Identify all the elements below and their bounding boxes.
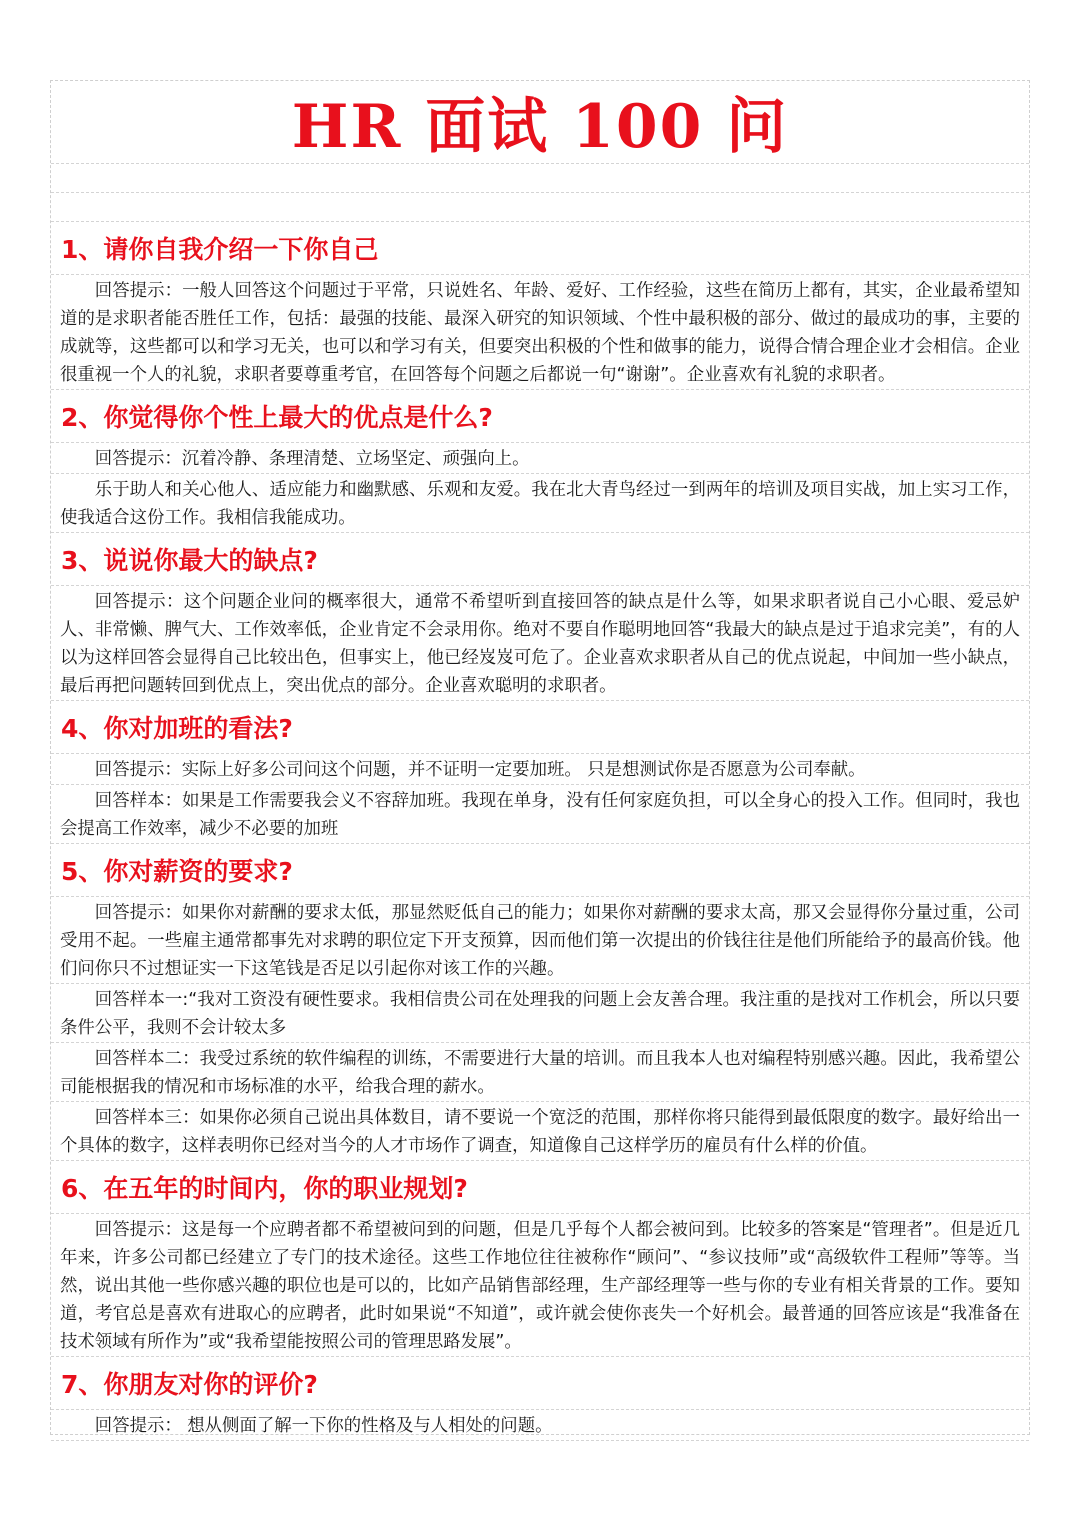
question-heading: 5、你对薪资的要求? xyxy=(51,844,1029,897)
question-heading: 3、说说你最大的缺点? xyxy=(51,533,1029,586)
answer-paragraph: 回答提示：这是每一个应聘者都不希望被问到的问题，但是几乎每个人都会被问到。比较多的答案是“管理者”。但是近几年来，许多公司都已经建立了专门的技术途径。这些工作地位往往被称作“顾问”、“参议技师”或“高级软件工程师”等等。当然，说出其他一些你感兴趣的职位也是可以的，比如产品销售部经理，生产部经理等一些与你的专业有相关背景的工作。要知道，考官总是喜欢有进取心的应聘者，此时如果说“不知道”，或许就会使你丧失一个好机会。最普通的回答应该是“我准备在技术领域有所作为”或“我希望能按照公司的管理思路发展”。 xyxy=(51,1214,1029,1357)
title-row xyxy=(51,81,1029,164)
answer-paragraph: 回答样本三：如果你必须自己说出具体数目，请不要说一个宽泛的范围，那样你将只能得到最低限度的数字。最好给出一个具体的数字，这样表明你已经对当今的人才市场作了调查，知道像自己这样学历的雇员有什么样的价值。 xyxy=(51,1102,1029,1161)
question-heading: 2、你觉得你个性上最大的优点是什么? xyxy=(51,390,1029,443)
question-heading: 1、请你自我介绍一下你自己 xyxy=(51,222,1029,275)
question-heading: 7、你朋友对你的评价? xyxy=(51,1357,1029,1410)
question-heading: 4、你对加班的看法? xyxy=(51,701,1029,754)
answer-paragraph: 回答样本二：我受过系统的软件编程的训练，不需要进行大量的培训。而且我本人也对编程特别感兴趣。因此，我希望公司能根据我的情况和市场标准的水平，给我合理的薪水。 xyxy=(51,1043,1029,1102)
answer-paragraph: 回答样本：如果是工作需要我会义不容辞加班。我现在单身，没有任何家庭负担，可以全身心的投入工作。但同时，我也会提高工作效率，减少不必要的加班 xyxy=(51,785,1029,844)
spacer-row xyxy=(51,193,1029,222)
answer-paragraph: 回答样本一:“我对工资没有硬性要求。我相信贵公司在处理我的问题上会友善合理。我注重的是找对工作机会，所以只要条件公平，我则不会计较太多 xyxy=(51,984,1029,1043)
page-title: HR 面试 100 问 xyxy=(291,92,789,162)
answer-paragraph: 回答提示：如果你对薪酬的要求太低，那显然贬低自己的能力；如果你对薪酬的要求太高，那又会显得你分量过重，公司受用不起。一些雇主通常都事先对求聘的职位定下开支预算，因而他们第一次提出的价钱往往是他们所能给予的最高价钱。他们问你只不过想证实一下这笔钱是否足以引起你对该工作的兴趣。 xyxy=(51,897,1029,984)
question-heading: 6、在五年的时间内，你的职业规划? xyxy=(51,1161,1029,1214)
answer-paragraph: 回答提示：沉着冷静、条理清楚、立场坚定、顽强向上。 xyxy=(51,443,1029,474)
answer-paragraph: 回答提示：这个问题企业问的概率很大，通常不希望听到直接回答的缺点是什么等，如果求职者说自己小心眼、爱忌妒人、非常懒、脾气大、工作效率低，企业肯定不会录用你。绝对不要自作聪明地回答“我最大的缺点是过于追求完美”，有的人以为这样回答会显得自己比较出色，但事实上，他已经岌岌可危了。企业喜欢求职者从自己的优点说起，中间加一些小缺点，最后再把问题转回到优点上，突出优点的部分。企业喜欢聪明的求职者。 xyxy=(51,586,1029,701)
answer-paragraph: 回答提示：一般人回答这个问题过于平常，只说姓名、年龄、爱好、工作经验，这些在简历上都有，其实，企业最希望知道的是求职者能否胜任工作，包括：最强的技能、最深入研究的知识领域、个性中最积极的部分、做过的最成功的事，主要的成就等，这些都可以和学习无关，也可以和学习有关，但要突出积极的个性和做事的能力，说得合情合理企业才会相信。企业很重视一个人的礼貌，求职者要尊重考官，在回答每个问题之后都说一句“谢谢”。企业喜欢有礼貌的求职者。 xyxy=(51,275,1029,390)
answer-paragraph: 回答提示： 想从侧面了解一下你的性格及与人相处的问题。 xyxy=(51,1410,1029,1441)
document-sheet xyxy=(50,80,1030,1435)
spacer-row xyxy=(51,164,1029,193)
answer-paragraph: 回答提示：实际上好多公司问这个问题，并不证明一定要加班。 只是想测试你是否愿意为公司奉献。 xyxy=(51,754,1029,785)
answer-paragraph: 乐于助人和关心他人、适应能力和幽默感、乐观和友爱。我在北大青鸟经过一到两年的培训及项目实战，加上实习工作，使我适合这份工作。我相信我能成功。 xyxy=(51,474,1029,533)
